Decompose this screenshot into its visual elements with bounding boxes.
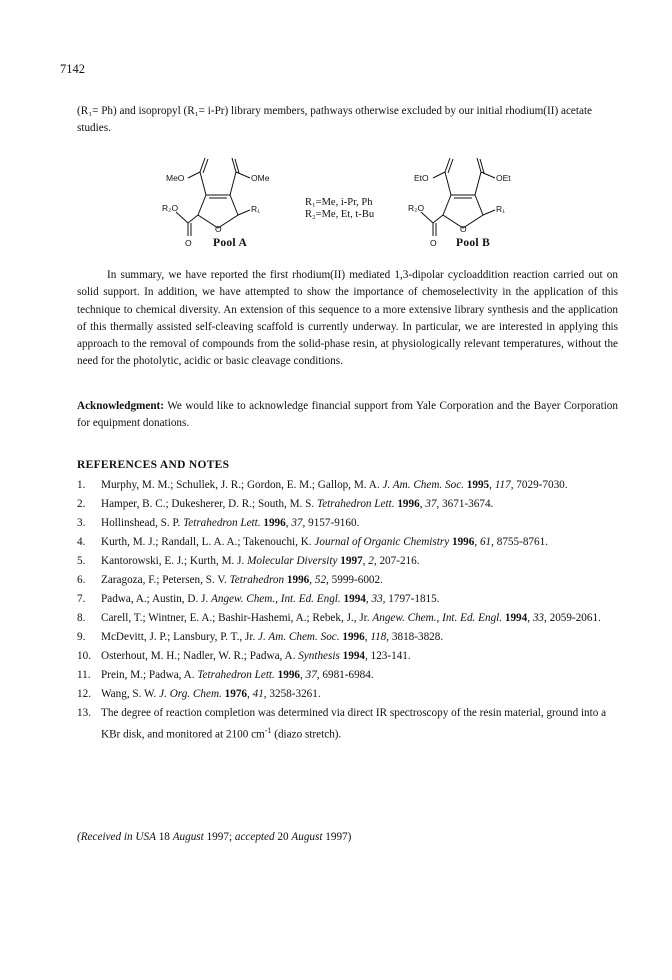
pool-b-left-ester: EtO: [414, 173, 429, 183]
summary-paragraph: In summary, we have reported the first rhodium(II) mediated 1,3-dipolar cycloaddition reaction carried out on solid support. In addition, we have attempted to show the importance of chemoselectivity in the application of this technique to chemical diversity. An extension of this sequence to a more extensive library synthesis and the application of this thermally assisted self-cleaving scaffold is currently underway. In particular, we are interested in applying this approach to the removal of compounds from the solid-phase resin, at physiologically relevant temperatures, without the need for the photolytic, acidic or basic cleavage conditions.: [77, 269, 618, 368]
reference-journal: Synthesis: [298, 649, 340, 662]
reference-pages: , 2059-2061.: [544, 611, 601, 624]
references-list: [77, 477, 618, 746]
reference-year: 1996: [451, 535, 475, 548]
reference-year: 1996: [263, 516, 286, 529]
reference-number: 5.: [77, 554, 86, 567]
reference-pages: , 3818-3828.: [386, 630, 444, 643]
reference-pages: , 5999-6002.: [326, 573, 383, 586]
reference-number: 7.: [77, 592, 86, 605]
reference-authors: Padwa, A.; Austin, D. J.: [101, 592, 212, 605]
pool-b-right-ester: OEt: [496, 173, 511, 183]
received-month: August: [172, 831, 204, 843]
reference-journal: Angew. Chem., Int. Ed. Engl.: [372, 611, 503, 624]
reference-journal: Tetrahedron Lett.: [197, 668, 275, 681]
reference-authors: Wang, S. W.: [101, 687, 160, 700]
reference-item: 7. Padwa, A.; Austin, D. J. Angew. Chem., Int. Ed. Engl. 1994, 33, 1797-1815.: [77, 591, 618, 608]
reference-pages: , 9157-9160.: [302, 516, 360, 529]
reference-item: 12. Wang, S. W. J. Org. Chem. 1976, 41, 3258-3261.: [77, 686, 618, 703]
accepted-label: accepted: [234, 831, 275, 843]
pool-a-structure: [176, 158, 250, 236]
reference-authors: Osterhout, M. H.; Nadler, W. R.; Padwa, A.: [101, 649, 299, 662]
reference-pages: , 123-141.: [365, 649, 411, 662]
reference-item: [77, 648, 618, 665]
accepted-month: August: [291, 831, 323, 843]
reference-item: 3. Hollinshead, S. P. Tetrahedron Lett. 1996, 37, 9157-9160.: [77, 515, 618, 532]
reference-volume: 33: [371, 592, 383, 605]
reference-item: 4. Kurth, M. J.; Randall, L. A. A.; Takenouchi, K. Journal of Organic Chemistry 1996, 61, 8755-8761.: [77, 534, 618, 551]
reference-authors: Hollinshead, S. P.: [101, 516, 184, 529]
received-year: 1997;: [203, 831, 235, 843]
reference-authors: Carell, T.; Wintner, E. A.; Bashir-Hashemi, A.; Rebek, J., Jr.: [101, 611, 373, 624]
pool-a-ring-o: O: [215, 224, 222, 234]
reference-journal: J. Am. Chem. Soc.: [258, 630, 340, 643]
reference-pages: , 207-216.: [373, 554, 420, 567]
intro-paragraph: (R₁= Ph) and isopropyl (R₁= i-Pr) library members, pathways otherwise excluded by our initial rhodium(II) acetate studies.: [77, 105, 593, 134]
reference-journal: Molecular Diversity: [247, 554, 338, 567]
pool-a-r2o: R₂O: [162, 203, 179, 213]
reference-year: 1994: [504, 611, 528, 624]
reference-number: 2.: [77, 497, 86, 510]
reference-year: 1976: [224, 687, 247, 700]
reference-year: 1995: [466, 479, 490, 491]
reference-volume: 61: [479, 535, 492, 548]
reference-number: 13.: [77, 706, 91, 719]
reference-pages: , 3671-3674.: [436, 497, 494, 510]
pool-b-ring-o: O: [460, 224, 467, 234]
reference-number: 6.: [77, 573, 86, 586]
received-prefix: (Received in: [77, 831, 136, 843]
reference-item: 6. Zaragoza, F.; Petersen, S. V. Tetrahedron 1996, 52, 5999-6002.: [77, 572, 618, 589]
reference-item: 5. Kantorowski, E. J.; Kurth, M. J. Molecular Diversity 1997, 2, 207-216.: [77, 553, 618, 570]
pool-b-carbonyl-o: O: [430, 238, 437, 248]
reference-authors: McDevitt, J. P.; Lansbury, P. T., Jr.: [101, 630, 259, 643]
pool-b-r1: R₁: [496, 204, 506, 214]
reference-superscript: -1: [264, 726, 272, 736]
reference-number: 9.: [77, 630, 86, 643]
reference-volume: 2: [368, 554, 374, 567]
references-heading: REFERENCES AND NOTES: [77, 459, 230, 471]
reference-year: 1996: [277, 668, 301, 681]
reference-item: 11. Prein, M.; Padwa, A. Tetrahedron Lett. 1996, 37, 6981-6984.: [77, 667, 618, 684]
r1-definition: R₁=Me, i-Pr, Ph: [305, 197, 373, 208]
reference-volume: 33: [532, 611, 545, 624]
reference-year: 1994: [342, 649, 365, 662]
reference-journal: J. Am. Chem. Soc.: [382, 479, 464, 491]
accepted-year: 1997): [322, 831, 352, 843]
pool-a-r1: R₁: [251, 204, 261, 214]
reference-authors: Prein, M.; Padwa, A.: [101, 668, 198, 681]
reference-pages: , 1797-1815.: [382, 592, 440, 605]
reference-journal: Tetrahedron: [229, 573, 285, 586]
reference-number: 1.: [77, 479, 86, 491]
pool-b-r2o: R₂O: [408, 203, 425, 213]
reference-journal: Angew. Chem., Int. Ed. Engl.: [211, 592, 341, 605]
reference-note-text: The degree of reaction completion was determined via direct IR spectroscopy of the resin material, ground into a KBr disk, and monitored at 2100 cm: [101, 706, 607, 741]
acknowledgment-label: Acknowledgment:: [77, 400, 165, 412]
received-country: USA: [135, 831, 156, 843]
reference-pages: , 8755-8761.: [491, 535, 549, 548]
reference-pages: , 6981-6984.: [316, 668, 374, 681]
reference-year: 1997: [340, 554, 363, 567]
reference-number: 4.: [77, 535, 86, 548]
pool-a-label: Pool A: [213, 237, 248, 249]
reference-journal: Tetrahedron Lett.: [317, 497, 395, 510]
reference-volume: 52: [314, 573, 327, 586]
reference-year: 1996: [342, 630, 365, 643]
substituent-legend: [305, 197, 374, 221]
reference-volume: 37: [305, 668, 317, 681]
reference-authors: Kantorowski, E. J.; Kurth, M. J.: [101, 554, 248, 567]
reference-item: 8. Carell, T.; Wintner, E. A.; Bashir-Hashemi, A.; Rebek, J., Jr. Angew. Chem., Int. Ed. Engl. 1994, 33, 2059-2061.: [77, 610, 618, 627]
reference-journal: J. Org. Chem.: [159, 687, 222, 700]
accepted-date: 20: [274, 831, 292, 843]
received-date: 18: [155, 831, 173, 843]
pool-b-structure: [421, 158, 495, 236]
reference-note-end: (diazo stretch).: [271, 728, 342, 741]
reference-pages: , 7029-7030.: [510, 479, 568, 491]
reference-journal: Tetrahedron Lett.: [183, 516, 261, 529]
received-line: [77, 831, 351, 843]
acknowledgment-text: We would like to acknowledge financial support from Yale Corporation and the Bayer Corporation for equipment donations.: [77, 400, 618, 430]
reference-volume: 118: [370, 630, 387, 643]
reference-year: 1994: [343, 592, 366, 605]
reference-item: [77, 705, 618, 744]
reference-item: 9. McDevitt, J. P.; Lansbury, P. T., Jr. J. Am. Chem. Soc. 1996, 118, 3818-3828.: [77, 629, 618, 646]
reference-item: 2. Hamper, B. C.; Dukesherer, D. R.; South, M. S. Tetrahedron Lett. 1996, 37, 3671-3674.: [77, 496, 618, 513]
reference-year: 1996: [397, 497, 420, 510]
reference-year: 1996: [286, 573, 310, 586]
reference-number: 12.: [77, 687, 91, 700]
r2-definition: R₂=Me, Et, t-Bu: [305, 209, 375, 220]
pool-a-carbonyl-o: O: [185, 238, 192, 248]
reference-volume: 117: [494, 479, 511, 491]
page-number: 7142: [60, 62, 85, 76]
pool-a-right-ester: OMe: [251, 173, 270, 183]
reference-authors: Hamper, B. C.; Dukesherer, D. R.; South, M. S.: [101, 497, 318, 510]
pool-b-label: Pool B: [456, 237, 491, 249]
reference-volume: 37: [291, 516, 303, 529]
reference-number: 3.: [77, 516, 86, 529]
reference-authors: Zaragoza, F.; Petersen, S. V.: [101, 573, 230, 586]
pool-a-left-ester: MeO: [166, 173, 185, 183]
reference-pages: , 3258-3261.: [263, 687, 321, 700]
acknowledgment-paragraph: [77, 398, 618, 433]
reference-journal: Journal of Organic Chemistry: [314, 535, 450, 548]
reference-number: 11.: [77, 668, 91, 681]
reference-number: 8.: [77, 611, 86, 624]
reference-number: 10.: [77, 649, 91, 662]
reference-volume: 37: [425, 497, 437, 510]
reference-volume: 41: [252, 687, 264, 700]
reference-authors: Murphy, M. M.; Schullek, J. R.; Gordon, E. M.; Gallop, M. A.: [101, 479, 383, 491]
reference-item: 1. Murphy, M. M.; Schullek, J. R.; Gordon, E. M.; Gallop, M. A. J. Am. Chem. Soc. 1995, 117, 7029-7030.: [77, 477, 618, 494]
reference-authors: Kurth, M. J.; Randall, L. A. A.; Takenouchi, K.: [101, 535, 315, 548]
